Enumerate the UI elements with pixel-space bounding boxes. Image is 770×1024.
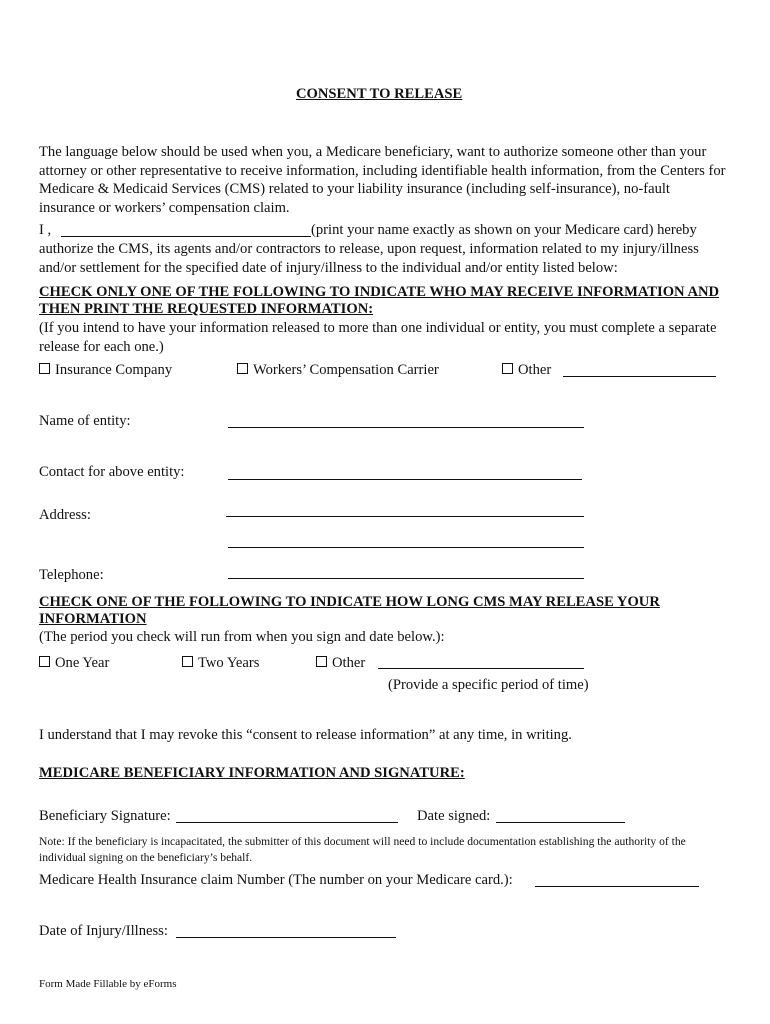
address-field-2[interactable] bbox=[228, 547, 584, 548]
incapacitated-note: Note: If the beneficiary is incapacitated, the submitter of this document will need to include documentation establishing the authority of the individual signing on the beneficiary’s behalf. bbox=[39, 835, 686, 864]
date-of-injury-label: Date of Injury/Illness: bbox=[39, 923, 168, 939]
checkbox-icon[interactable] bbox=[502, 363, 513, 374]
signature-field[interactable] bbox=[176, 822, 398, 823]
other-recipient-field[interactable] bbox=[563, 376, 716, 377]
duration-heading: CHECK ONE OF THE FOLLOWING TO INDICATE HOW LONG CMS MAY RELEASE YOUR INFORMATION bbox=[39, 594, 660, 627]
option-label: Insurance Company bbox=[55, 362, 173, 378]
option-insurance-company[interactable] bbox=[39, 362, 172, 379]
name-of-entity-label: Name of entity: bbox=[39, 413, 131, 429]
option-one-year[interactable] bbox=[39, 655, 109, 672]
other-period-field[interactable] bbox=[378, 668, 584, 669]
revoke-statement: I understand that I may revoke this “consent to release information” at any time, in writing. bbox=[39, 727, 572, 743]
option-label: Workers’ Compensation Carrier bbox=[253, 362, 439, 378]
option-label: Other bbox=[332, 655, 366, 671]
telephone-field[interactable] bbox=[228, 578, 584, 579]
intro-paragraph: The language below should be used when you, a Medicare beneficiary, want to authorize someone other than your attorney or other representative to receive information, including identifiable health information, from the Centers for Medicare & Medicaid Services (CMS) related to your liability insurance (including self-insurance), no-fault insurance or workers’ compensation claim. bbox=[39, 144, 726, 216]
page-title: CONSENT TO RELEASE bbox=[296, 86, 463, 102]
auth-prefix: I , bbox=[39, 222, 52, 238]
checkbox-icon[interactable] bbox=[182, 656, 193, 667]
checkbox-icon[interactable] bbox=[39, 656, 50, 667]
period-hint: (Provide a specific period of time) bbox=[388, 677, 589, 693]
footer-note: Form Made Fillable by eForms bbox=[39, 978, 177, 990]
duration-note: (The period you check will run from when you sign and date below.): bbox=[39, 629, 445, 645]
signature-heading: MEDICARE BENEFICIARY INFORMATION AND SIGNATURE: bbox=[39, 765, 465, 781]
checkbox-icon[interactable] bbox=[316, 656, 327, 667]
auth-suffix: (print your name exactly as shown on your Medicare card) hereby bbox=[311, 222, 697, 238]
signature-label: Beneficiary Signature: bbox=[39, 808, 171, 824]
checkbox-icon[interactable] bbox=[237, 363, 248, 374]
auth-text: authorize the CMS, its agents and/or contractors to release, upon request, information related to my injury/illness and/or settlement for the specified date of injury/illness to the individual and/or entity listed below: bbox=[39, 241, 699, 276]
name-of-entity-field[interactable] bbox=[228, 427, 584, 428]
option-two-years[interactable] bbox=[182, 655, 259, 672]
recipient-note: (If you intend to have your information released to more than one individual or entity, you must complete a separate release for each one.) bbox=[39, 320, 717, 355]
date-signed-label: Date signed: bbox=[417, 808, 491, 824]
address-field-1[interactable] bbox=[226, 516, 584, 517]
checkbox-icon[interactable] bbox=[39, 363, 50, 374]
option-other-recipient[interactable] bbox=[502, 362, 551, 379]
recipient-heading: CHECK ONLY ONE OF THE FOLLOWING TO INDICATE WHO MAY RECEIVE INFORMATION AND THEN PRINT THE REQUESTED INFORMATION: bbox=[39, 284, 720, 317]
contact-field[interactable] bbox=[228, 479, 582, 480]
option-workers-comp[interactable] bbox=[237, 362, 439, 379]
option-label: Two Years bbox=[198, 655, 260, 671]
option-other-period[interactable] bbox=[316, 655, 365, 672]
option-label: Other bbox=[518, 362, 552, 378]
date-of-injury-field[interactable] bbox=[176, 937, 396, 938]
telephone-label: Telephone: bbox=[39, 567, 104, 583]
beneficiary-name-field[interactable] bbox=[61, 236, 311, 237]
claim-number-field[interactable] bbox=[535, 886, 699, 887]
address-label: Address: bbox=[39, 507, 91, 523]
option-label: One Year bbox=[55, 655, 110, 671]
claim-number-label: Medicare Health Insurance claim Number (The number on your Medicare card.): bbox=[39, 872, 513, 888]
date-signed-field[interactable] bbox=[496, 822, 625, 823]
contact-label: Contact for above entity: bbox=[39, 464, 185, 480]
